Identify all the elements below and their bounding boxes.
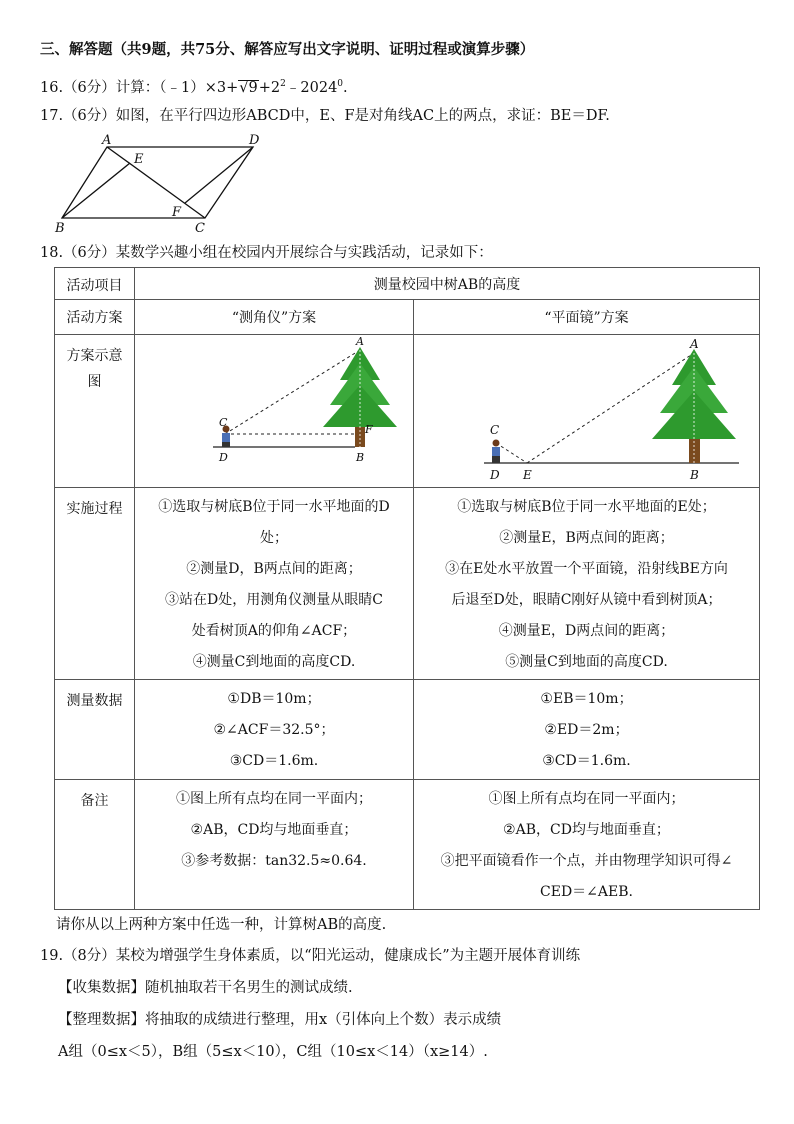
reflect-line-ce — [496, 443, 527, 463]
left-label-D: D — [219, 451, 228, 464]
row-note-label: 备注 — [55, 780, 135, 910]
label-C: C — [195, 221, 205, 236]
data-left-3: ③CD＝1.6m. — [229, 753, 319, 769]
diagram-label-line2: 图 — [87, 374, 102, 390]
note-left-2: ②AB，CD均与地面垂直； — [190, 822, 358, 838]
q16-tail: ﹣2024 — [285, 80, 338, 96]
row-process-label: 实施过程 — [55, 488, 135, 680]
sqrt-9: √9 — [239, 80, 258, 96]
note-left — [135, 780, 414, 910]
plan-left: “测角仪”方案 — [135, 300, 414, 335]
label-D: D — [249, 133, 260, 148]
left-label-F: F — [365, 423, 373, 436]
person-icon — [492, 440, 500, 464]
row-project-value: 测量校园中树AB的高度 — [135, 268, 760, 300]
question-19-line1: 19.（8分）某校为增强学生身体素质，以“阳光运动，健康成长”为主题开展体育训练 — [40, 948, 581, 964]
left-label-C: C — [219, 416, 228, 429]
right-label-E: E — [523, 468, 532, 482]
row-project-label: 活动项目 — [55, 268, 135, 300]
clinometer-diagram — [135, 335, 414, 483]
data-left-1: ①DB＝10m； — [227, 691, 321, 707]
data-right-2: ②ED＝2m； — [544, 722, 629, 738]
label-A: A — [102, 133, 112, 148]
tree-icon — [323, 347, 397, 447]
row-data-label: 测量数据 — [55, 680, 135, 780]
note-right-3b: CED＝∠AEB. — [540, 884, 633, 900]
process-right-3b: 后退至D处，眼睛C刚好从镜中看到树顶A； — [451, 592, 722, 608]
mirror-diagram — [414, 335, 760, 483]
data-left-2: ②∠ACF＝32.5°； — [213, 722, 335, 738]
label-F: F — [172, 205, 182, 220]
process-left-3b: 处看树顶A的仰角∠ACF； — [191, 623, 357, 639]
process-right-1: ①选取与树底B位于同一水平地面的E处； — [457, 499, 716, 515]
q16-exponent-0: 0 — [337, 79, 344, 89]
activity-table — [54, 267, 760, 910]
q16-exponent-2: 2 — [280, 79, 286, 89]
data-right-1: ①EB＝10m； — [540, 691, 633, 707]
segment-be — [62, 163, 130, 218]
note-right-3: ③把平面镜看作一个点，并由物理学知识可得∠ — [440, 853, 733, 869]
process-left-4: ④测量C到地面的高度CD. — [192, 654, 356, 670]
section-title: 三、解答题（共9题，共75分、解答应写出文字说明、证明过程或演算步骤） — [40, 41, 535, 58]
process-left-3: ③站在D处，用测角仪测量从眼睛C — [165, 592, 383, 608]
note-right-1: ①图上所有点均在同一平面内； — [488, 791, 685, 807]
diagram-label-line1: 方案示意 — [66, 348, 123, 364]
process-left-1b: 处； — [260, 530, 288, 546]
question-19-line2: 【收集数据】随机抽取若干名男生的测试成绩. — [58, 980, 353, 996]
left-label-B: B — [356, 451, 365, 464]
note-right-2: ②AB，CD均与地面垂直； — [503, 822, 670, 838]
process-right-4: ④测量E，D两点间的距离； — [498, 623, 675, 639]
left-label-A: A — [356, 335, 364, 348]
process-right-5: ⑤测量C到地面的高度CD. — [505, 654, 668, 670]
right-label-A: A — [690, 337, 699, 351]
note-left-1: ①图上所有点均在同一平面内； — [176, 791, 372, 807]
right-label-B: B — [690, 468, 699, 482]
note-left-3: ③参考数据：tan32.5≈0.64. — [181, 853, 367, 869]
plan-right: “平面镜”方案 — [414, 300, 760, 335]
parallelogram-figure — [50, 130, 270, 240]
question-19-line3: 【整理数据】将抽取的成绩进行整理，用x（引体向上个数）表示成绩 — [58, 1012, 502, 1028]
q16-end: . — [343, 80, 348, 96]
process-left — [135, 488, 414, 680]
data-right-3: ③CD＝1.6m. — [542, 753, 631, 769]
q16-plus: +2 — [258, 80, 281, 96]
parallelogram-abcd — [62, 147, 253, 218]
question-16 — [40, 74, 348, 98]
question-18-ask: 请你从以上两种方案中任选一种，计算树AB的高度. — [56, 917, 387, 933]
data-left — [135, 680, 414, 780]
data-right — [414, 680, 760, 780]
label-B: B — [55, 221, 65, 236]
process-right-3: ③在E处水平放置一个平面镜，沿射线BE方向 — [445, 561, 728, 577]
process-right-2: ②测量E，B两点间的距离； — [499, 530, 674, 546]
row-plan-label: 活动方案 — [55, 300, 135, 335]
diagram-left-cell — [135, 335, 414, 488]
question-19-line4: A组（0≤x＜5），B组（5≤x＜10），C组（10≤x＜14）（x≥14）. — [58, 1044, 488, 1060]
diagonal-ac — [107, 147, 205, 218]
segment-df — [185, 147, 253, 203]
question-17: 17.（6分）如图，在平行四边形ABCD中，E、F是对角线AC上的两点，求证：BE＝DF. — [40, 108, 610, 124]
right-label-D: D — [490, 468, 500, 482]
process-right — [414, 488, 760, 680]
row-diagram-label — [55, 335, 135, 488]
q16-text: 16.（6分）计算：（﹣1）×3+ — [40, 80, 239, 96]
process-left-1: ①选取与树底B位于同一水平地面的D — [158, 499, 390, 515]
note-right — [414, 780, 760, 910]
label-E: E — [134, 152, 144, 167]
diagram-right-cell — [414, 335, 760, 488]
tree-icon — [652, 349, 736, 463]
radicand: 9 — [248, 80, 258, 96]
right-label-C: C — [490, 423, 500, 437]
question-18-intro: 18.（6分）某数学兴趣小组在校园内开展综合与实践活动，记录如下： — [40, 245, 493, 261]
process-left-2: ②测量D，B两点间的距离； — [186, 561, 362, 577]
